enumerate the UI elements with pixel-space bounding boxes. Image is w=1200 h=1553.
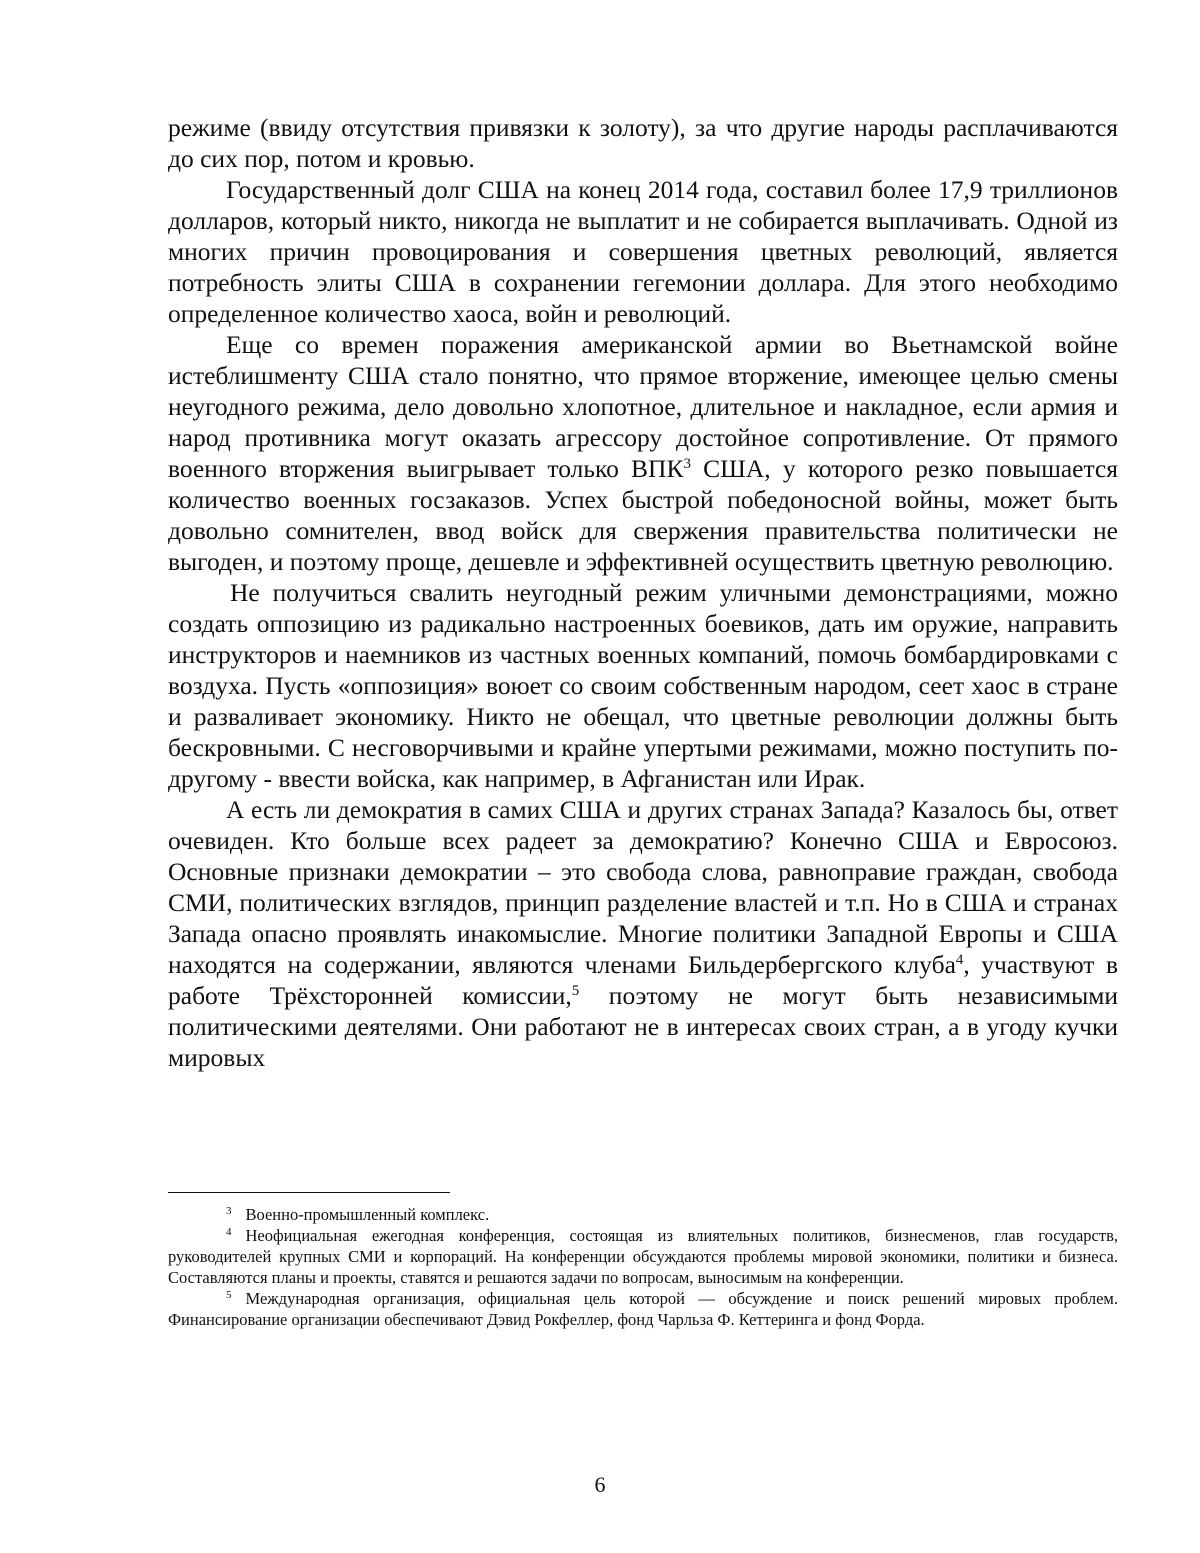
footnote-text: Военно-промышленный комплекс.	[245, 1205, 490, 1224]
footnote-4	[168, 1225, 1118, 1288]
main-text	[168, 112, 1118, 1073]
footnote-text: Неофициальная ежегодная конференция, состоящая из влиятельных политиков, бизнесменов, глав государств, руководителей крупных СМИ и корпораций. На конференции обсуждаются проблемы мировой экономики, политики и бизнеса. Составляются планы и проекты, ставятся и решаются задачи по вопросам, выносимым на конференции.	[168, 1226, 1118, 1287]
footnote-marker: 5	[226, 1289, 232, 1301]
footnotes	[168, 1204, 1118, 1330]
paragraph-4: Не получиться свалить неугодный режим уличными демонстрациями, можно создать оппозицию из радикально настроенных боевиков, дать им оружие, направить инструкторов и наемников из частных военных компаний, помочь бомбардировками с воздуха. Пусть «оппозиция» воюет со своим собственным народом, сеет хаос в стране и разваливает экономику. Никто не обещал, что цветные революции должны быть бескровными. С несговорчивыми и крайне упертыми режимами, можно поступить по-другому - ввести войска, как например, в Афганистан или Ирак.	[168, 578, 1118, 793]
footnote-separator	[168, 1192, 450, 1193]
paragraph-1: режиме (ввиду отсутствия привязки к золоту), за что другие народы расплачиваются до сих пор, потом и кровью.	[168, 113, 1118, 173]
paragraph-5	[168, 794, 1118, 1073]
paragraph-2: Государственный долг США на конец 2014 года, составил более 17,9 триллионов долларов, который никто, никогда не выплатит и не собирается выплачивать. Одной из многих причин провоцирования и совершения цветных революций, является потребность элиты США в сохранении гегемонии доллара. Для этого необходимо определенное количество хаоса, войн и революций.	[168, 175, 1118, 328]
page-number: 6	[594, 1472, 606, 1497]
footnote-ref-5: 5	[571, 983, 580, 999]
paragraph-3	[168, 329, 1118, 577]
paragraph-3-part-b: США, у которого резко повышается количество военных госзаказов. Успех быстрой победоносной войны, может быть довольно сомнителен, ввод войск для свержения правительства политически не выгоден, и поэтому проще, дешевле и эффективней осуществить цветную революцию.	[168, 454, 1118, 576]
footnote-ref-4: 4	[955, 952, 964, 968]
paragraph-5-part-b: , участвуют в работе Трёхсторонней комиссии,	[168, 950, 1119, 1010]
paragraph-5-part-a: А есть ли демократия в самих США и других странах Запада? Казалось бы, ответ очевиден. Кто больше всех радеет за демократию? Конечно США и Евросоюз. Основные признаки демократии – это свобода слова, равноправие граждан, свобода СМИ, политических взглядов, принцип разделение властей и т.п. Но в США и странах Запада опасно проявлять инакомыслие. Многие политики Западной Европы и США находятся на содержании, являются членами Бильдербергского клуба	[168, 795, 1118, 979]
footnote-text: Международная организация, официальная цель которой — обсуждение и поиск решений мировых проблем. Финансирование организации обеспечивают Дэвид Рокфеллер, фонд Чарльза Ф. Кеттеринга и фонд Форда.	[168, 1289, 1118, 1329]
footnote-marker: 4	[226, 1226, 232, 1238]
footnote-5	[168, 1288, 1118, 1330]
paragraph-5-part-c: поэтому не могут быть независимыми политическими деятелями. Они работают не в интересах своих стран, а в угоду кучки мировых	[168, 981, 1118, 1072]
paragraph-3-part-a: Еще со времен поражения американской армии во Вьетнамской войне истеблишменту США стало понятно, что прямое вторжение, имеющее целью смены неугодного режима, дело довольно хлопотное, длительное и накладное, если армия и народ противника могут оказать агрессору достойное сопротивление. От прямого военного вторжения выигрывает только ВПК	[168, 330, 1118, 483]
footnote-marker: 3	[226, 1205, 232, 1217]
footnote-ref-3: 3	[683, 456, 691, 472]
footnote-3	[168, 1204, 1118, 1225]
